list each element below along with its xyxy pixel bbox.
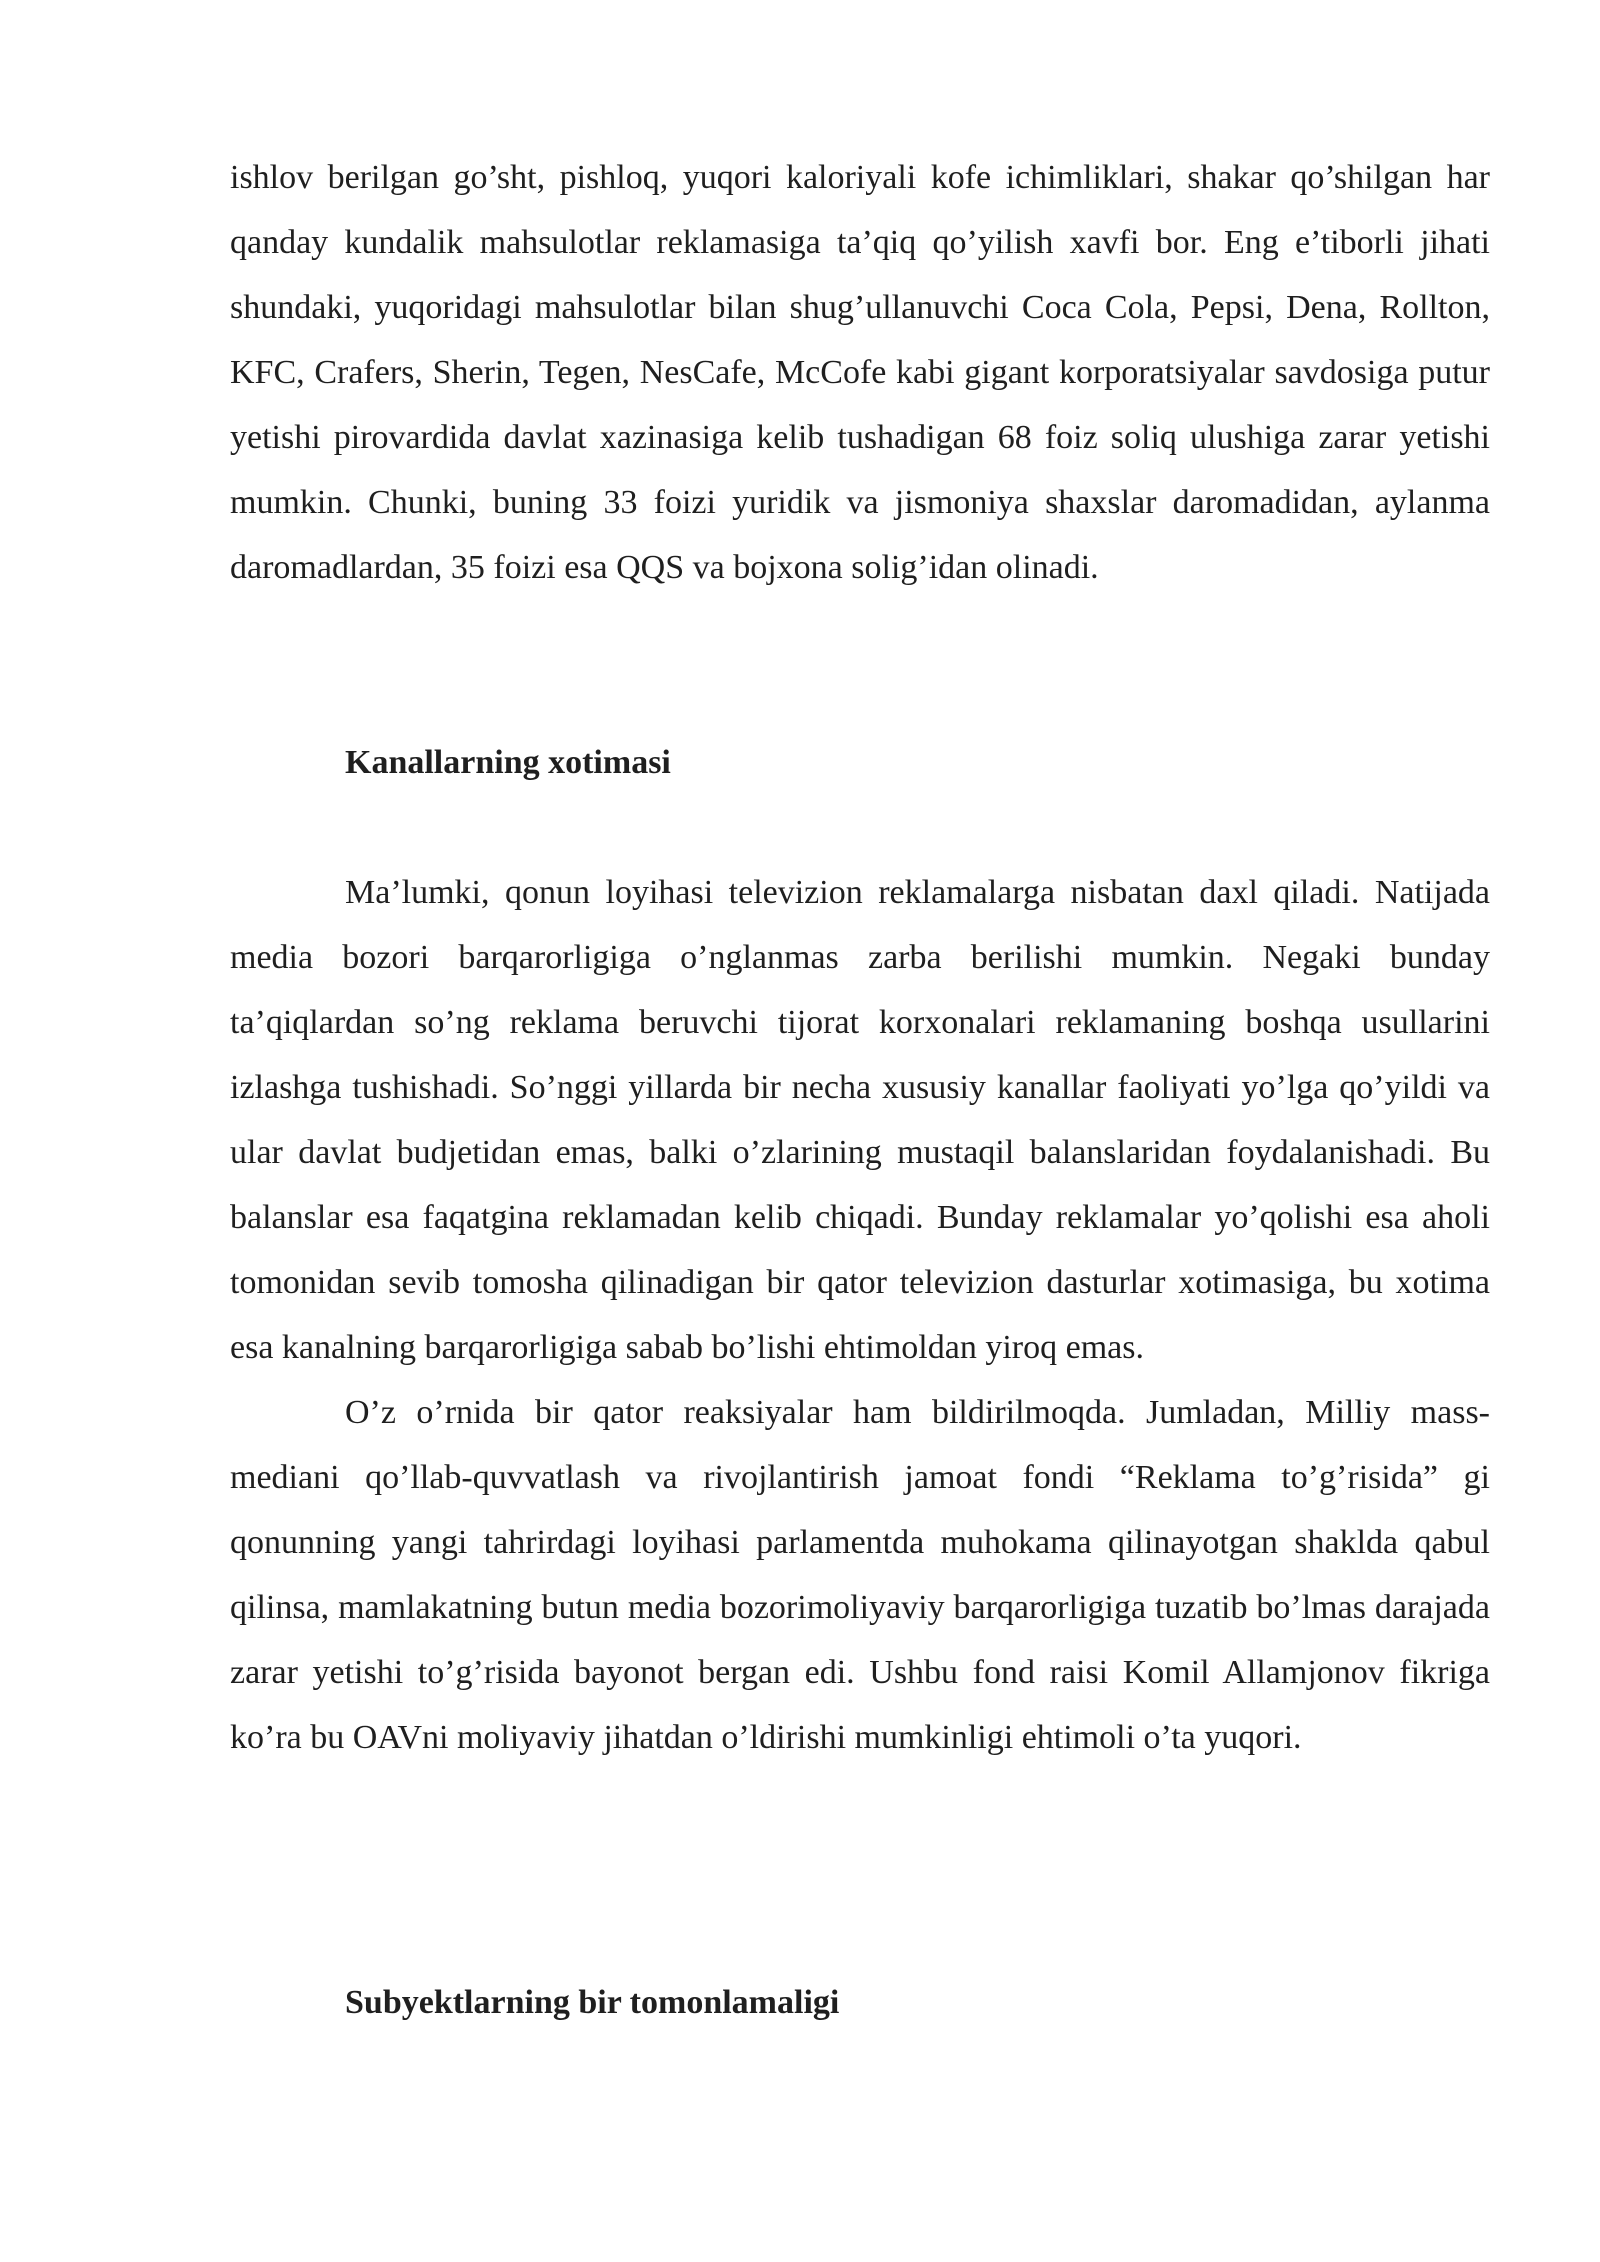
paragraph-law-draft: Ma’lumki, qonun loyihasi televizion reklamalarga nisbatan daxl qiladi. Natijada media bozori barqarorligiga o’nglanmas zarba berilishi mumkin. Negaki bunday ta’qiqlardan so’ng reklama beruvchi tijorat korxonalari reklamaning boshqa usullarini izlashga tushishadi. So’nggi yillarda bir necha xususiy kanallar faoliyati yo’lga qo’yildi va ular davlat budjetidan emas, balki o’zlarining mustaqil balanslaridan foydalanishadi. Bu balanslar esa faqatgina reklamadan kelib chiqadi. Bunday reklamalar yo’qolishi esa aholi tomonidan sevib tomosha qilinadigan bir qator televizion dasturlar xotimasiga, bu xotima esa kanalning barqarorligiga sabab bo’lishi ehtimoldan yiroq emas. (230, 874, 1490, 1366)
section-heading-subjects-one-sidedness: Subyektlarning bir tomonlamaligi (345, 1984, 840, 2021)
paragraph-reactions: O’z o’rnida bir qator reaksiyalar ham bildirilmoqda. Jumladan, Milliy mass-mediani qo’llab-quvvatlash va rivojlantirish jamoat fondi “Reklama to’g’risida” gi qonunning yangi tahrirdagi loyihasi parlamentda muhokama qilinayotgan shaklda qabul qilinsa, mamlakatning butun media bozorimoliyaviy barqarorligiga tuzatib bo’lmas darajada zarar yetishi to’g’risida bayonot bergan edi. Ushbu fond raisi Komil Allamjonov fikriga ko’ra bu OAVni moliyaviy jihatdan o’ldirishi mumkinligi ehtimoli o’ta yuqori. (230, 1394, 1490, 1756)
paragraph-continuation: ishlov berilgan go’sht, pishloq, yuqori kaloriyali kofe ichimliklari, shakar qo’shilgan har qanday kundalik mahsulotlar reklamasiga ta’qiq qo’yilish xavfi bor. Eng e’tiborli jihati shundaki, yuqoridagi mahsulotlar bilan shug’ullanuvchi Coca Cola, Pepsi, Dena, Rollton, KFC, Crafers, Sherin, Tegen, NesCafe, McCofe kabi gigant korporatsiyalar savdosiga putur yetishi pirovardida davlat xazinasiga kelib tushadigan 68 foiz soliq ulushiga zarar yetishi mumkin. Chunki, buning 33 foizi yuridik va jismoniya shaxslar daromadidan, aylanma daromadlardan, 35 foizi esa QQS va bojxona solig’idan olinadi. (230, 159, 1490, 586)
body-text-block-2 (230, 860, 1490, 1770)
body-text-block-1 (230, 145, 1490, 600)
section-heading-channels-ending: Kanallarning xotimasi (345, 744, 671, 781)
